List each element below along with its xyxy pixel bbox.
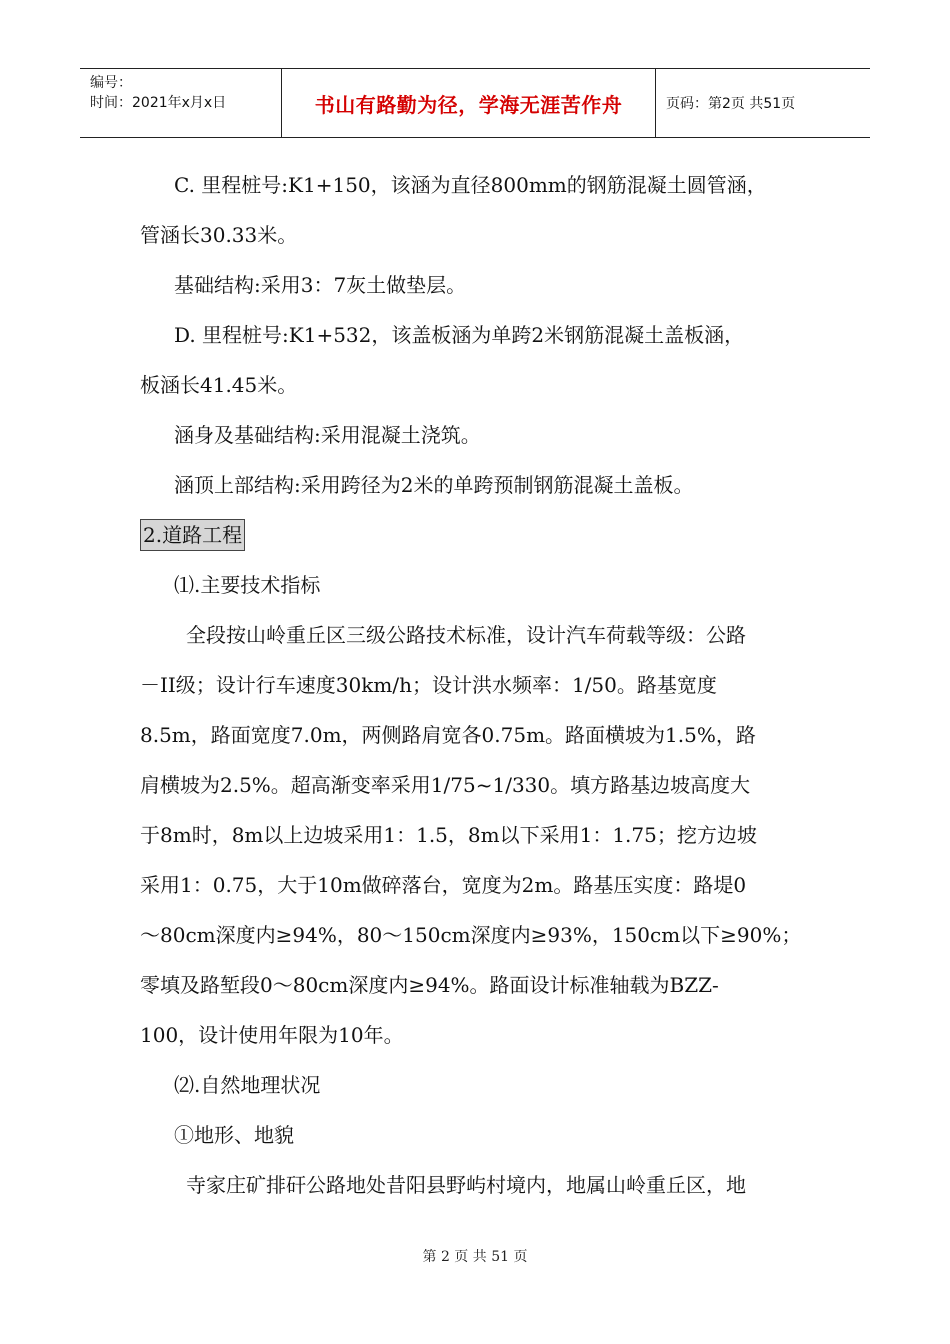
- section-heading-row: [140, 510, 816, 560]
- header-number-label: 编号：: [90, 75, 132, 91]
- body-line: C. 里程桩号:K1+150，该涵为直径800mm的钢筋混凝土圆管涵，: [174, 173, 767, 197]
- document-body: [140, 160, 816, 1210]
- subsection-heading: ⑴.主要技术指标: [174, 573, 321, 597]
- paragraph-line: 100，设计使用年限为10年。: [140, 1023, 404, 1047]
- body-line: 涵顶上部结构:采用跨径为2米的单跨预制钢筋混凝土盖板。: [174, 473, 694, 497]
- paragraph-line: 于8m时，8m以上边坡采用1：1.5，8m以下采用1：1.75；挖方边坡: [140, 823, 757, 847]
- subsection-item: ①地形、地貌: [174, 1123, 294, 1147]
- paragraph-line: ～80cm深度内≥94%，80～150cm深度内≥93%，150cm以下≥90%；: [140, 923, 802, 947]
- paragraph-line: 全段按山岭重丘区三级公路技术标准，设计汽车荷载等级：公路: [186, 623, 746, 647]
- body-line: 板涵长41.45米。: [140, 373, 298, 397]
- paragraph-line: 采用1：0.75，大于10m做碎落台，宽度为2m。路基压实度：路堤0: [140, 873, 747, 897]
- paragraph-line: 8.5m，路面宽度7.0m，两侧路肩宽各0.75m。路面横坡为1.5%，路: [140, 723, 756, 747]
- paragraph-line: 寺家庄矿排矸公路地处昔阳县野屿村境内，地属山岭重丘区，地: [186, 1173, 746, 1197]
- section-heading: 2.道路工程: [140, 519, 245, 551]
- body-line: 管涵长30.33米。: [140, 223, 298, 247]
- paragraph-line: 零填及路堑段0～80cm深度内≥94%。路面设计标准轴载为BZZ-: [140, 973, 719, 997]
- header-date-label: 时间：2021年x月x日: [90, 95, 227, 111]
- header-page-info: 页码：第2页 共51页: [666, 96, 796, 112]
- body-line: D. 里程桩号:K1+532，该盖板涵为单跨2米钢筋混凝土盖板涵，: [174, 323, 745, 347]
- header-meta: [80, 69, 282, 137]
- page-header: [80, 68, 870, 138]
- header-motto: 书山有路勤为径，学海无涯苦作舟: [282, 69, 656, 137]
- body-line: 基础结构:采用3：7灰土做垫层。: [174, 273, 467, 297]
- paragraph-line: －II级；设计行车速度30km/h；设计洪水频率：1/50。路基宽度: [140, 673, 717, 697]
- paragraph-line: 肩横坡为2.5%。超高渐变率采用1/75~1/330。填方路基边坡高度大: [140, 773, 751, 797]
- body-line: 涵身及基础结构:采用混凝土浇筑。: [174, 423, 481, 447]
- subsection-heading: ⑵.自然地理状况: [174, 1073, 321, 1097]
- page-footer: 第 2 页 共 51 页: [422, 1249, 528, 1265]
